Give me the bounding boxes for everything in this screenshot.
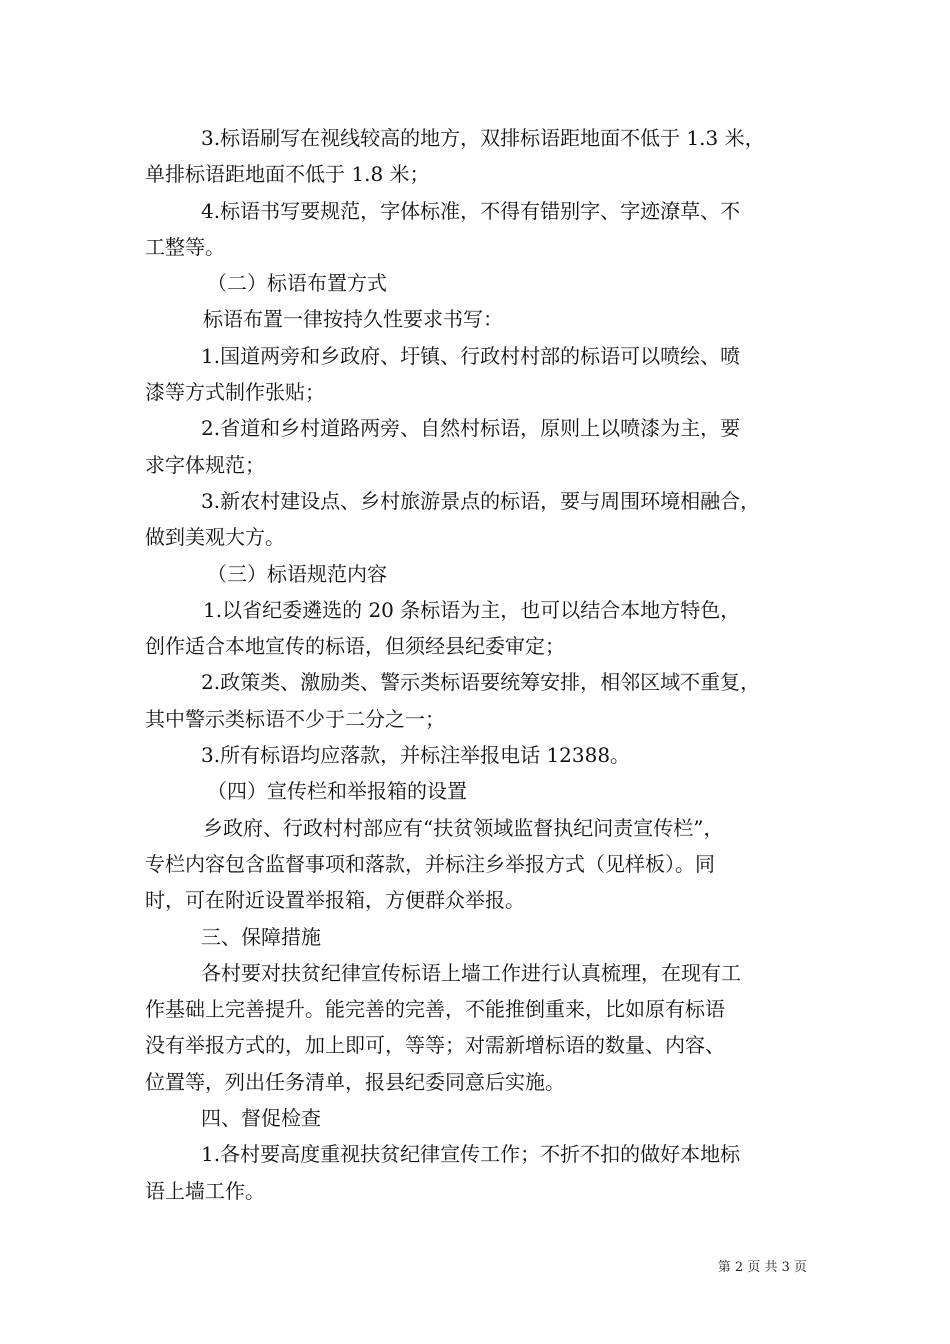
page-number-footer: 第 2 页 共 3 页 xyxy=(717,1260,807,1275)
paragraph-line: 2.政策类、激励类、警示类标语要统筹安排，相邻区域不重复， xyxy=(201,670,761,695)
paragraph-line: 3.标语刷写在视线较高的地方，双排标语距地面不低于 1.3 米， xyxy=(201,126,765,150)
paragraph-line: 1.以省纪委遴选的 20 条标语为主，也可以结合本地方特色， xyxy=(203,597,741,622)
paragraph-line: 工整等。 xyxy=(145,234,225,259)
paragraph-line: 1.各村要高度重视扶贫纪律宣传工作；不折不扣的做好本地标 xyxy=(201,1142,741,1167)
paragraph-line: 各村要对扶贫纪律宣传标语上墙工作进行认真梳理，在现有工 xyxy=(201,960,741,985)
paragraph-line: 没有举报方式的，加上即可，等等；对需新增标语的数量、内容、 xyxy=(145,1033,725,1058)
section-heading: （三）标语规范内容 xyxy=(207,561,387,586)
paragraph-line: 标语布置一律按持久性要求书写： xyxy=(203,307,503,332)
paragraph-line: 漆等方式制作张贴； xyxy=(145,380,325,405)
paragraph-line: 创作适合本地宣传的标语，但须经县纪委审定； xyxy=(145,634,565,659)
paragraph-line: 语上墙工作。 xyxy=(145,1178,265,1203)
section-heading: （二）标语布置方式 xyxy=(207,271,387,296)
paragraph-line: 乡政府、行政村村部应有“扶贫领域监督执纪问责宣传栏”， xyxy=(203,815,724,840)
paragraph-line: 作基础上完善提升。能完善的完善，不能推倒重来，比如原有标语 xyxy=(145,997,725,1022)
section-heading: 三、保障措施 xyxy=(201,924,321,949)
paragraph-line: 3.新农村建设点、乡村旅游景点的标语，要与周围环境相融合， xyxy=(201,488,761,513)
section-heading: （四）宣传栏和举报箱的设置 xyxy=(207,779,467,804)
document-body xyxy=(145,120,817,1209)
paragraph-line: 2.省道和乡村道路两旁、自然村标语，原则上以喷漆为主，要 xyxy=(201,416,741,441)
paragraph-line: 其中警示类标语不少于二分之一； xyxy=(145,706,445,731)
paragraph-line: 专栏内容包含监督事项和落款，并标注乡举报方式（见样板）。同 xyxy=(145,851,715,876)
paragraph-line: 求字体规范； xyxy=(145,452,265,477)
paragraph-line: 1.国道两旁和乡政府、圩镇、行政村村部的标语可以喷绘、喷 xyxy=(201,343,741,368)
section-heading: 四、督促检查 xyxy=(201,1106,321,1131)
paragraph-line: 单排标语距地面不低于 1.8 米； xyxy=(145,162,430,187)
paragraph-line: 位置等，列出任务清单，报县纪委同意后实施。 xyxy=(145,1069,565,1094)
paragraph-line: 3.所有标语均应落款，并标注举报电话 12388。 xyxy=(201,743,631,768)
paragraph-line: 时，可在附近设置举报箱，方便群众举报。 xyxy=(145,888,525,913)
paragraph-line: 4.标语书写要规范，字体标准，不得有错别字、字迹潦草、不 xyxy=(201,198,741,223)
paragraph-line: 做到美观大方。 xyxy=(145,525,285,550)
